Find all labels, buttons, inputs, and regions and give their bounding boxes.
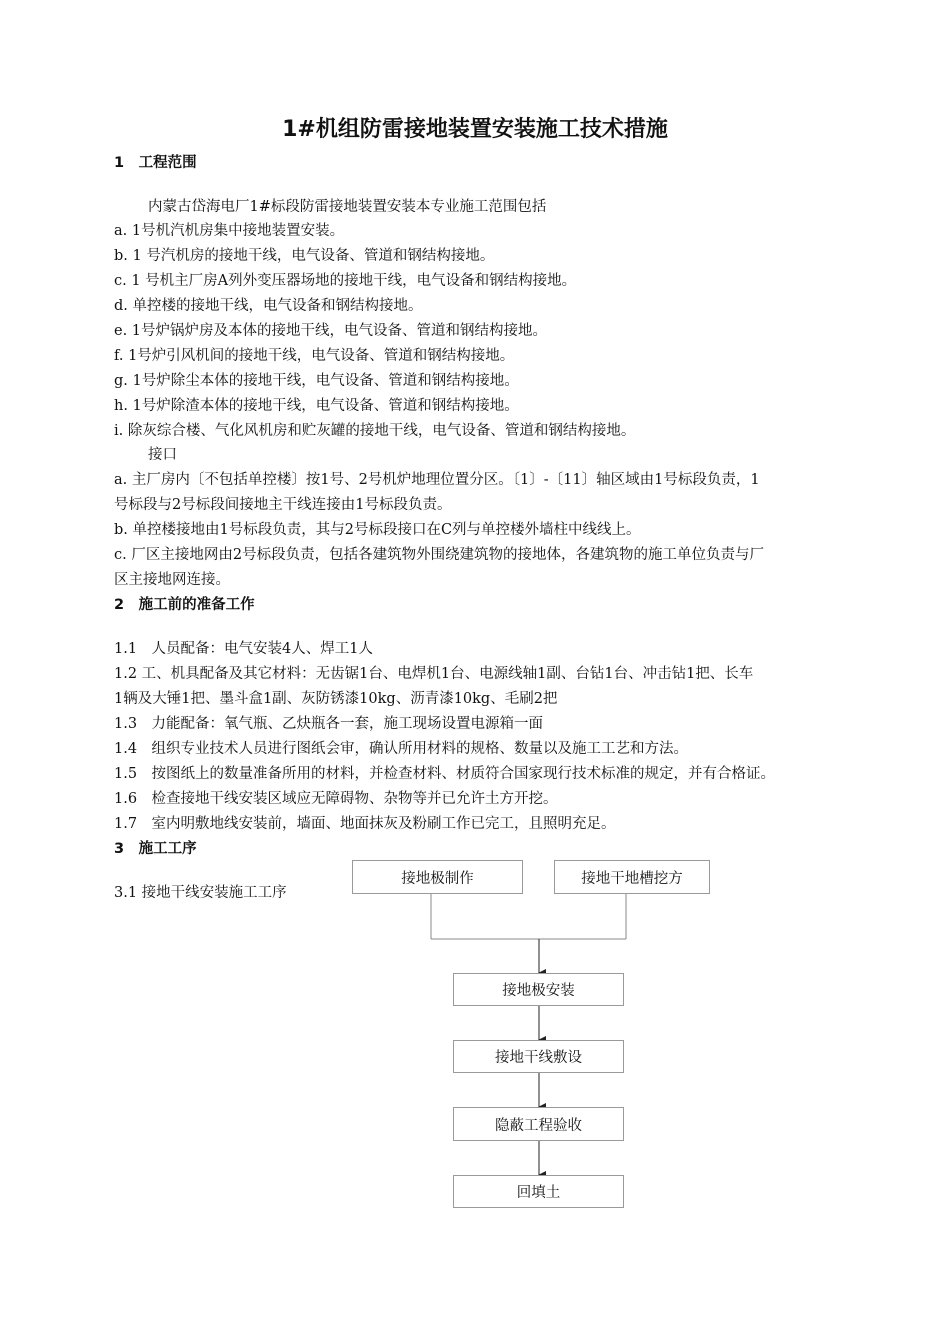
document-title: 1#机组防雷接地装置安装施工技术措施 xyxy=(282,117,668,142)
section-2-heading: 2 施工前的准备工作 xyxy=(114,597,255,613)
scope-item: a. 1号机汽机房集中接地装置安装。 xyxy=(114,223,345,239)
interface-line: b. 单控楼接地由1号标段负责，其与2号标段接口在C列与单控楼外墙柱中线线上。 xyxy=(114,522,641,538)
scope-item: e. 1号炉锅炉房及本体的接地干线，电气设备、管道和钢结构接地。 xyxy=(114,323,548,339)
prep-line: 1.2 工、机具配备及其它材料：无齿锯1台、电焊机1台、电源线轴1副、台钻1台、冲击钻1把、长车 xyxy=(114,666,754,682)
flow-step-trunk-laying: 接地干线敷设 xyxy=(453,1040,624,1073)
scope-item: b. 1 号汽机房的接地干线，电气设备、管道和钢结构接地。 xyxy=(114,248,495,264)
interface-line: c. 厂区主接地网由2号标段负责，包括各建筑物外围绕建筑物的接地体，各建筑物的施工单位负责与厂 xyxy=(114,547,765,563)
scope-item: c. 1 号机主厂房A列外变压器场地的接地干线，电气设备和钢结构接地。 xyxy=(114,273,577,289)
prep-line: 1.6 检查接地干线安装区域应无障碍物、杂物等并已允许土方开挖。 xyxy=(114,791,558,807)
scope-item: h. 1号炉除渣本体的接地干线，电气设备、管道和钢结构接地。 xyxy=(114,398,519,414)
section-1-heading: 1 工程范围 xyxy=(114,155,197,171)
scope-item: f. 1号炉引风机间的接地干线，电气设备、管道和钢结构接地。 xyxy=(114,348,515,364)
interface-line: 区主接地网连接。 xyxy=(114,572,230,588)
flow-step-electrode-installation: 接地极安装 xyxy=(453,973,624,1006)
interface-line: 号标段与2号标段间接地主干线连接由1号标段负责。 xyxy=(114,497,452,513)
section-3-heading: 3 施工工序 xyxy=(114,841,197,857)
flow-step-trench-excavation: 接地干地槽挖方 xyxy=(554,860,710,894)
flow-step-concealed-inspection: 隐蔽工程验收 xyxy=(453,1107,624,1141)
scope-item: d. 单控楼的接地干线，电气设备和钢结构接地。 xyxy=(114,298,423,314)
prep-line: 1.4 组织专业技术人员进行图纸会审，确认所用材料的规格、数量以及施工工艺和方法。 xyxy=(114,741,689,757)
section-3-1-subheading: 3.1 接地干线安装施工工序 xyxy=(114,885,287,901)
section-1-intro: 内蒙古岱海电厂1#标段防雷接地装置安装本专业施工范围包括 xyxy=(148,199,547,215)
prep-line: 1.1 人员配备：电气安装4人、焊工1人 xyxy=(114,641,374,657)
scope-item: i. 除灰综合楼、气化风机房和贮灰罐的接地干线，电气设备、管道和钢结构接地。 xyxy=(114,423,636,439)
scope-item: g. 1号炉除尘本体的接地干线，电气设备、管道和钢结构接地。 xyxy=(114,373,519,389)
prep-line: 1辆及大锤1把、墨斗盒1副、灰防锈漆10kg、沥青漆10kg、毛刷2把 xyxy=(114,691,558,707)
interface-line: a. 主厂房内〔不包括单控楼〕按1号、2号机炉地理位置分区。〔1〕-〔11〕轴区域由1号标段负责，1 xyxy=(114,472,760,488)
prep-line: 1.5 按图纸上的数量准备所用的材料，并检查材料、材质符合国家现行技术标准的规定，并有合格证。 xyxy=(114,766,776,782)
prep-line: 1.3 力能配备：氧气瓶、乙炔瓶各一套，施工现场设置电源箱一面 xyxy=(114,716,544,732)
flow-step-backfill: 回填土 xyxy=(453,1175,624,1208)
flow-step-electrode-fabrication: 接地极制作 xyxy=(352,860,523,894)
interface-label: 接口 xyxy=(148,447,177,463)
prep-line: 1.7 室内明敷地线安装前，墙面、地面抹灰及粉刷工作已完工，且照明充足。 xyxy=(114,816,616,832)
